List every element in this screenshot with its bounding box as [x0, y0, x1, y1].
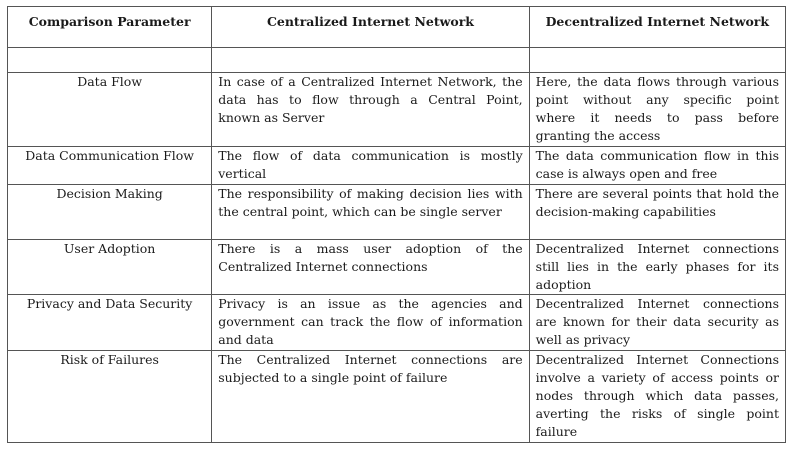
centralized-cell: There is a mass user adoption of the Centralized Internet connections [212, 240, 529, 295]
parameter-cell: User Adoption [8, 240, 212, 295]
decentralized-cell: Here, the data flows through various point without any specific point where it needs to pass before granting the access [529, 73, 785, 147]
decentralized-cell: Decentralized Internet connections are known for their data security as well as privacy [529, 295, 785, 351]
header-comparison-parameter: Comparison Parameter [8, 7, 212, 48]
header-decentralized: Decentralized Internet Network [529, 7, 785, 48]
parameter-cell: Data Flow [8, 73, 212, 147]
empty-cell [529, 48, 785, 73]
table-row [8, 147, 786, 185]
header-centralized: Centralized Internet Network [212, 7, 529, 48]
empty-row [8, 48, 786, 73]
decentralized-cell: There are several points that hold the decision-making capabilities [529, 185, 785, 240]
comparison-table [7, 6, 786, 443]
table-row [8, 73, 786, 147]
centralized-cell: The Centralized Internet connections are subjected to a single point of failure [212, 351, 529, 443]
parameter-cell: Decision Making [8, 185, 212, 240]
parameter-cell: Privacy and Data Security [8, 295, 212, 351]
table-row [8, 295, 786, 351]
table-row [8, 185, 786, 240]
empty-cell [212, 48, 529, 73]
decentralized-cell: Decentralized Internet Connections involve a variety of access points or nodes through which data passes, averting the risks of single point failure [529, 351, 785, 443]
centralized-cell: The responsibility of making decision lies with the central point, which can be single server [212, 185, 529, 240]
header-row [8, 7, 786, 48]
decentralized-cell: Decentralized Internet connections still lies in the early phases for its adoption [529, 240, 785, 295]
parameter-cell: Data Communication Flow [8, 147, 212, 185]
centralized-cell: In case of a Centralized Internet Network, the data has to flow through a Central Point, known as Server [212, 73, 529, 147]
decentralized-cell: The data communication flow in this case is always open and free [529, 147, 785, 185]
centralized-cell: The flow of data communication is mostly vertical [212, 147, 529, 185]
comparison-table-container [7, 6, 786, 443]
empty-cell [8, 48, 212, 73]
centralized-cell: Privacy is an issue as the agencies and government can track the flow of information and data [212, 295, 529, 351]
table-row [8, 351, 786, 443]
table-row [8, 240, 786, 295]
parameter-cell: Risk of Failures [8, 351, 212, 443]
